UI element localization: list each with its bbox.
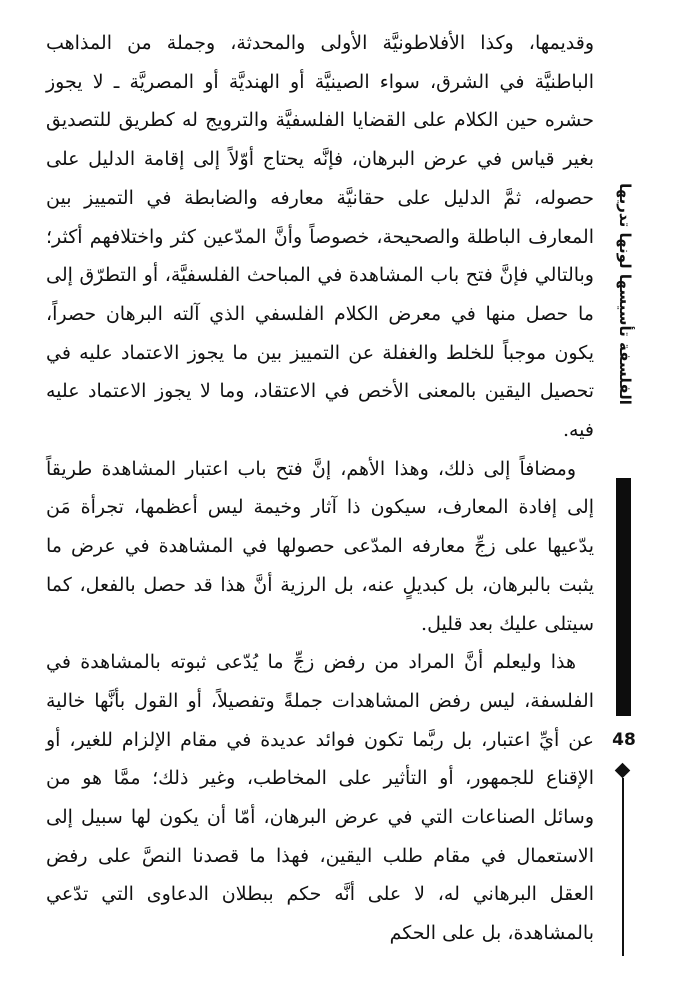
paragraph-3: هذا وليعلم أنَّ المراد من رفض زجِّ ما يُدّعى ثبوته بالمشاهدة في الفلسفة، ليس رفض المشاهدات جملةً وتفصيلاً، أو القول بأنَّها خالية عن أيِّ اعتبار، بل ربَّما تكون فوائد عديدة في مقام الإلزام للغير، أو الإقناع للجمهور، أو التأثير على المخاطب، وغير ذلك؛ ممَّا هو من وسائل الصناعات التي في عرض البرهان، أمّا أن يكون لها سبيل إلى الاستعمال في مقام طلب اليقين، فهذا ما قصدنا النصَّ على رفض العقل البرهاني له، لا على أنَّه حكم ببطلان الدعاوى التي تدّعي بالمشاهدة، بل على الحكم: [46, 651, 594, 945]
running-head-text: الفلسفة تأسيسها لونها تدريها: [616, 183, 635, 405]
side-bar-decoration: [616, 478, 631, 716]
running-head: [608, 116, 642, 472]
side-rule-line: [622, 778, 624, 956]
page-number: 48: [612, 730, 636, 750]
paragraph-2: ومضافاً إلى ذلك، وهذا الأهم، إنَّ فتح باب اعتبار المشاهدة طريقاً إلى إفادة المعارف، سيكون ذا آثار وخيمة ليس أعظمها، تجرأة مَن يدّعيها على زجِّ معارفه المدّعى حصولها في المشاهدة في عرض ما يثبت بالبرهان، بل كبديلٍ عنه، بل الرزية أنَّ هذا قد حصل بالفعل، كما سيتلى عليك بعد قليل.: [46, 457, 594, 635]
body-text: [46, 24, 594, 953]
paragraph-1: وقديمها، وكذا الأفلاطونيَّة الأولى والمحدثة، وجملة من المذاهب الباطنيَّة في الشرق، سواء الصينيَّة أو الهنديَّة أو المصريَّة ـ لا يجوز حشره حين الكلام على القضايا الفلسفيَّة والترويج له كطريق للتصديق بغير قياس في عرض البرهان، فإنَّه يحتاج أوّلاً إلى إقامة الدليل على حصوله، ثمَّ الدليل على حقانيَّة معارفه والضابطة في التمييز بين المعارف الباطلة والصحيحة، خصوصاً وأنَّ المدّعين كثر واختلافهم أكثر؛ وبالتالي فإنَّ فتح باب المشاهدة في المباحث الفلسفيَّة، أو التطرّق إلى ما حصل منها في معرض الكلام الفلسفي الذي آلته البرهان حصراً، يكون موجباً للخلط والغفلة عن التمييز بين ما يجوز الاعتماد عليه في تحصيل اليقين بالمعنى الأخص في الاعتقاد، وما لا يجوز الاعتماد عليه فيه.: [46, 32, 594, 442]
diamond-ornament-icon: [615, 763, 631, 779]
